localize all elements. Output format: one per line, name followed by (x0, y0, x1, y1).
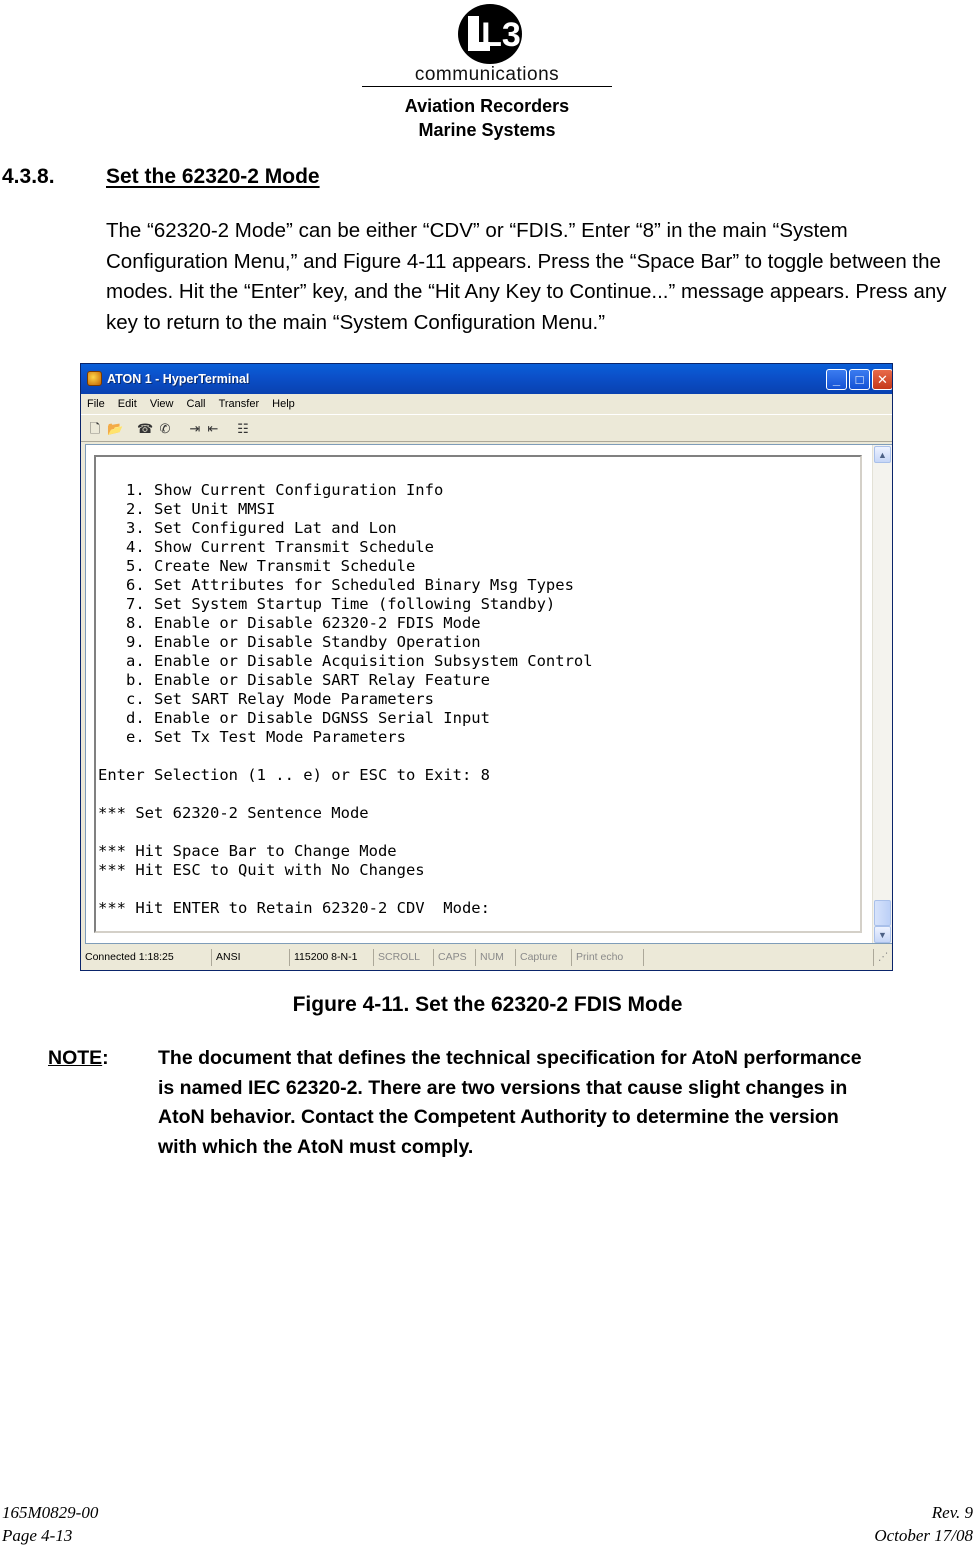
header-division-1: Aviation Recorders (404, 96, 570, 116)
terminal-line: 1. Show Current Configuration Info (98, 481, 444, 499)
figure-caption: Figure 4-11. Set the 62320-2 FDIS Mode (292, 993, 683, 1016)
menu-transfer[interactable]: Transfer (218, 398, 260, 410)
logo-wordmark: communications (414, 64, 560, 85)
disconnect-phone-icon[interactable]: ✆ (159, 421, 171, 436)
logo-lettering: L3 (481, 16, 521, 54)
menu-call[interactable]: Call (186, 398, 206, 410)
footer-revision: Rev. 9 (931, 1503, 973, 1522)
menu-help[interactable]: Help (272, 398, 295, 410)
terminal-line: 6. Set Attributes for Scheduled Binary Msg Types (98, 576, 574, 594)
minimize-button[interactable]: _ (826, 369, 847, 390)
status-capture: Capture (515, 949, 571, 966)
menu-edit[interactable]: Edit (117, 398, 137, 410)
new-connection-icon[interactable]: 🗋 (89, 421, 101, 436)
status-num: NUM (475, 949, 515, 966)
toolbar (81, 414, 892, 442)
status-port-settings: 115200 8-N-1 (289, 949, 373, 966)
terminal-line: 9. Enable or Disable Standby Operation (98, 633, 481, 651)
window-title: ATON 1 - HyperTerminal (107, 372, 250, 386)
terminal-line: 5. Create New Transmit Schedule (98, 557, 416, 575)
scroll-down-icon[interactable]: ▼ (874, 926, 891, 943)
l3-logo (455, 2, 525, 66)
scroll-up-icon[interactable]: ▲ (874, 446, 891, 463)
terminal-line: b. Enable or Disable SART Relay Feature (98, 671, 490, 689)
terminal-line: e. Set Tx Test Mode Parameters (98, 728, 406, 746)
footer-page: Page 4-13 (2, 1526, 73, 1545)
receive-file-icon[interactable]: ⇤ (207, 421, 219, 436)
terminal-line: a. Enable or Disable Acquisition Subsystem Control (98, 652, 593, 670)
terminal-line: 8. Enable or Disable 62320-2 FDIS Mode (98, 614, 481, 632)
close-button[interactable]: ✕ (872, 369, 893, 390)
terminal-frame (85, 444, 893, 944)
note-label-text: NOTE (48, 1047, 103, 1069)
terminal-line: *** Hit ESC to Quit with No Changes (98, 861, 425, 879)
logo-rule (362, 86, 612, 87)
terminal-screen[interactable] (94, 455, 862, 933)
window-titlebar[interactable] (81, 364, 892, 394)
header-division-2: Marine Systems (418, 120, 556, 140)
resize-grip-icon[interactable]: ⋰ (873, 949, 893, 966)
note-label: NOTE: (48, 1047, 109, 1069)
menu-view[interactable]: View (149, 398, 174, 410)
section-number: 4.3.8. (2, 165, 55, 188)
terminal-line: 7. Set System Startup Time (following Standby) (98, 595, 556, 613)
terminal-line: *** Hit Space Bar to Change Mode (98, 842, 397, 860)
body-paragraph: The “62320-2 Mode” can be either “CDV” or “FDIS.” Enter “8” in the main “System Configuration Menu,” and Figure 4-11 appears. Press the “Space Bar” to toggle between the modes. Hit the “Enter” key, and the “Hit Any Key to Continue...” message appears. Press any key to return to the main “System Configuration Menu.” (106, 219, 947, 334)
status-emulation: ANSI (211, 949, 289, 966)
maximize-button[interactable]: □ (849, 369, 870, 390)
status-spacer (643, 949, 873, 966)
footer-date: October 17/08 (874, 1526, 973, 1545)
status-caps: CAPS (433, 949, 475, 966)
terminal-line: *** Set 62320-2 Sentence Mode (98, 804, 369, 822)
call-phone-icon[interactable]: ☎ (137, 421, 154, 436)
terminal-line: c. Set SART Relay Mode Parameters (98, 690, 434, 708)
terminal-line: Enter Selection (1 .. e) or ESC to Exit: 8 (98, 766, 490, 784)
terminal-line: d. Enable or Disable DGNSS Serial Input (98, 709, 490, 727)
status-connected: Connected 1:18:25 (85, 951, 174, 963)
terminal-line: 3. Set Configured Lat and Lon (98, 519, 397, 537)
menu-file[interactable]: File (87, 398, 105, 410)
terminal-line: 4. Show Current Transmit Schedule (98, 538, 434, 556)
status-bar (81, 946, 892, 968)
terminal-line: *** Hit ENTER to Retain 62320-2 CDV Mode: (98, 899, 490, 917)
send-file-icon[interactable]: ⇥ (189, 421, 201, 436)
note-text: The document that defines the technical specification for AtoN performance is named IEC 62320-2. There are two versions that cause slight changes in AtoN behavior. Contact the Competent Authority to determine the version with which the AtoN must comply. (158, 1047, 862, 1158)
section-title: Set the 62320-2 Mode (106, 165, 320, 188)
status-print-echo: Print echo (571, 949, 643, 966)
status-scroll: SCROLL (373, 949, 433, 966)
properties-icon[interactable]: ☷ (237, 421, 249, 436)
open-folder-icon[interactable]: 📂 (107, 421, 124, 436)
scroll-thumb[interactable] (874, 900, 891, 926)
terminal-line: 2. Set Unit MMSI (98, 500, 276, 518)
menu-bar (81, 394, 892, 414)
footer-doc-number: 165M0829-00 (2, 1503, 99, 1522)
vertical-scrollbar[interactable] (872, 445, 892, 943)
hyperterminal-app-icon[interactable] (87, 371, 102, 386)
hyperterminal-window (80, 363, 893, 971)
